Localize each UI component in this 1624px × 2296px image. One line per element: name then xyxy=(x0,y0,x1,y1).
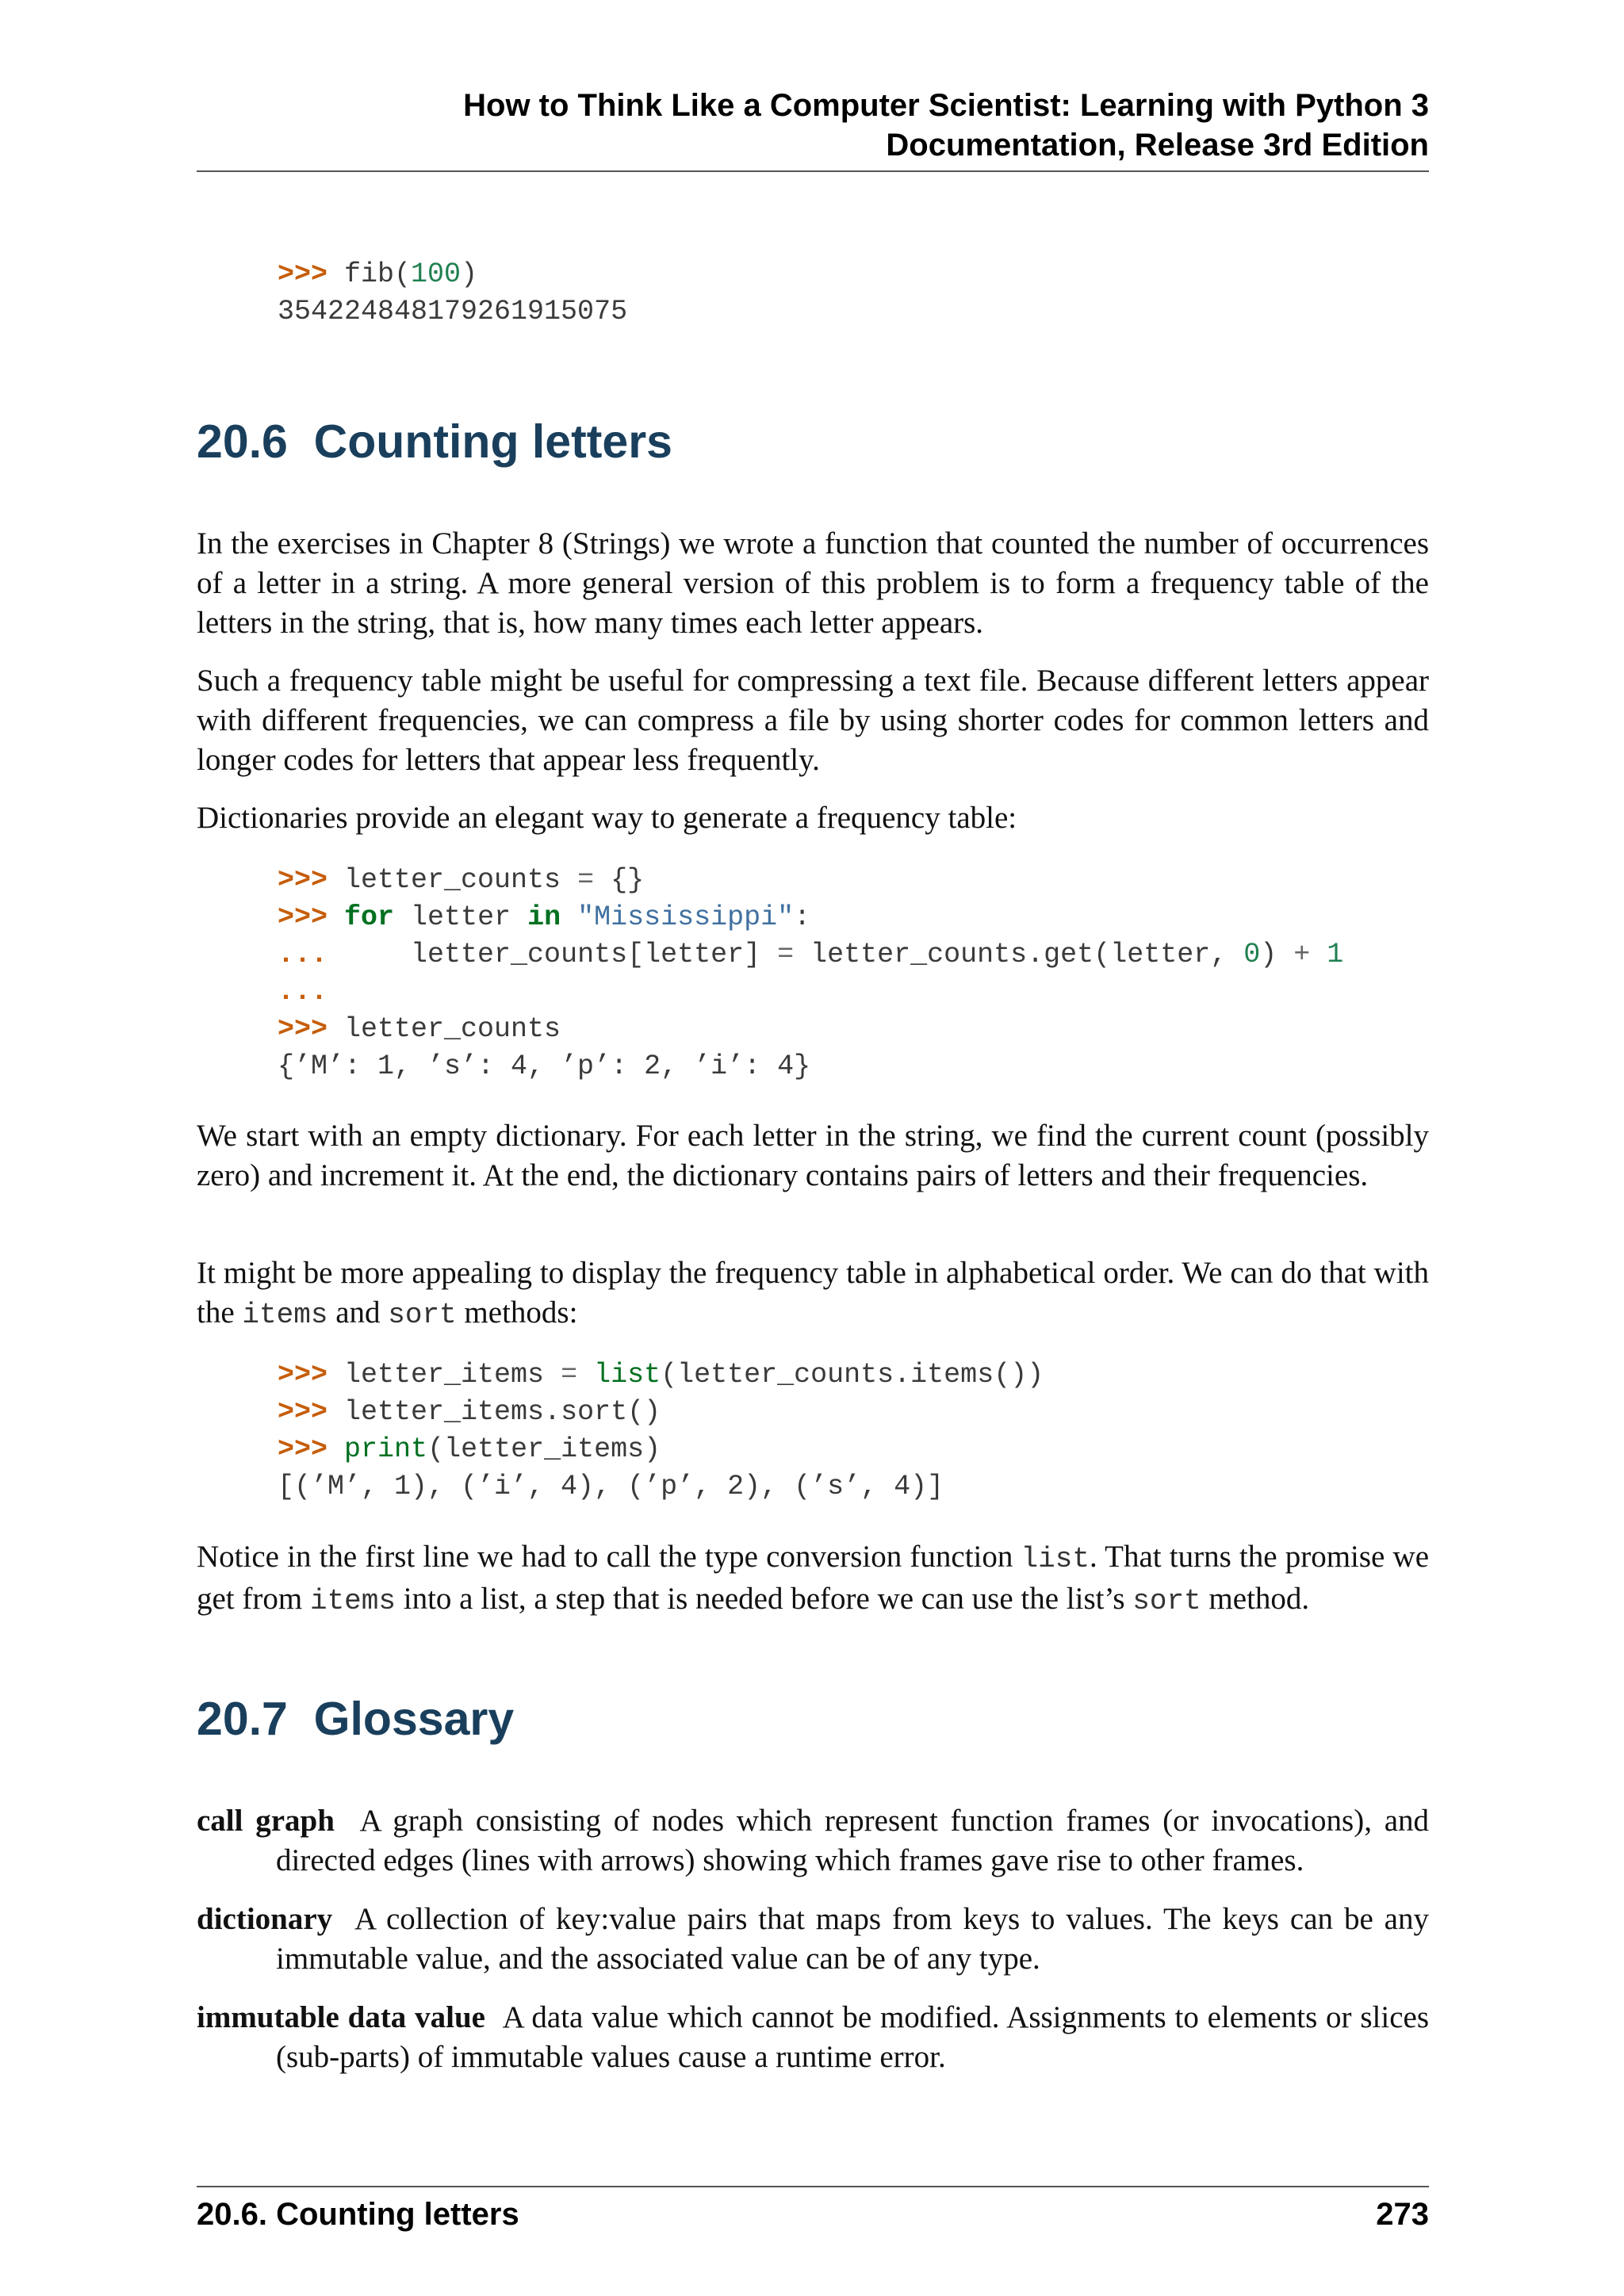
code-text: (letter_items) xyxy=(427,1433,661,1465)
text-run: . That turns the promise we get from xyxy=(197,1540,1430,1616)
inline-code: sort xyxy=(1132,1585,1201,1617)
header-line-1: How to Think Like a Computer Scientist: Learning with Python 3 xyxy=(463,88,1429,123)
code-text: fib( xyxy=(327,258,412,290)
code-operator: = xyxy=(577,864,595,896)
code-text: letter_counts.get(letter, xyxy=(794,939,1244,970)
code-text: letter_counts xyxy=(327,1013,561,1045)
code-number: 100 xyxy=(411,258,462,290)
footer-rule xyxy=(197,2186,1429,2187)
text-run: and xyxy=(327,1295,389,1330)
paragraph-dictionaries: Dictionaries provide an elegant way to generate a frequency table: xyxy=(197,801,1017,835)
prompt: >>> xyxy=(278,1359,328,1391)
prompt: >>> xyxy=(278,864,328,896)
code-line xyxy=(278,862,1343,899)
paragraph-empty-dictionary: We start with an empty dictionary. For each letter in the string, we find the current count (possibly zero) and increment it. At the end, the dictionary contains pairs of letters and their frequencies. xyxy=(197,1119,1429,1192)
code-text: letter xyxy=(394,901,528,933)
glossary-definition: A data value which cannot be modified. Assignments to elements or slices (sub-parts) of immutable values cause a runtime error. xyxy=(276,2000,1430,2074)
code-output: {’M’: 1, ’s’: 4, ’p’: 2, ’i’: 4} xyxy=(278,1050,811,1082)
glossary-entry-dictionary xyxy=(197,1900,1429,1979)
code-text: (letter_counts.items()) xyxy=(661,1359,1044,1391)
inline-code: list xyxy=(1021,1543,1090,1575)
text-run: Notice in the first line we had to call the type conversion function xyxy=(197,1540,1021,1574)
prompt: >>> xyxy=(278,901,328,933)
text-run: into a list, a step that is needed before we can use the list’s xyxy=(396,1582,1133,1616)
paragraph-type-conversion xyxy=(197,1537,1429,1621)
prompt: ... xyxy=(278,976,328,1008)
glossary-term: call graph xyxy=(197,1804,335,1838)
glossary-term: dictionary xyxy=(197,1902,333,1936)
code-keyword: in xyxy=(527,901,561,933)
code-line xyxy=(278,1357,1044,1394)
header-rule xyxy=(197,170,1429,172)
section-heading-glossary xyxy=(197,1691,514,1747)
code-block-letter-items xyxy=(278,1357,1044,1506)
text-run: It might be more appealing to display the frequency table in alphabetical order. We can do that with the xyxy=(197,1256,1429,1330)
glossary-term: immutable data value xyxy=(197,2000,485,2034)
code-block-letter-counts xyxy=(278,862,1343,1085)
paragraph-intro: In the exercises in Chapter 8 (Strings) we wrote a function that counted the number of occurrences of a letter in a string. A more general version of this problem is to form a frequency table of the letters in the string, that is, how many times each letter appears. xyxy=(197,526,1429,640)
glossary-definition: A graph consisting of nodes which represent function frames (or invocations), and directed edges (lines with arrows) showing which frames gave rise to other frames. xyxy=(276,1804,1430,1877)
code-text: ) xyxy=(461,258,478,290)
glossary-entry-call-graph xyxy=(197,1801,1429,1881)
prompt: >>> xyxy=(278,258,328,290)
code-line xyxy=(278,936,1343,974)
code-line xyxy=(278,256,627,293)
code-number: 0 xyxy=(1243,939,1261,970)
prompt: ... xyxy=(278,939,328,970)
code-line xyxy=(278,1394,1044,1431)
glossary-definition: A collection of key:value pairs that maps from keys to values. The keys can be any immutable value, and the associated value can be of any type. xyxy=(276,1902,1429,1976)
code-text: letter_counts[letter] xyxy=(327,939,778,970)
section-heading-counting-letters xyxy=(197,414,672,469)
code-string: "Mississippi" xyxy=(577,901,795,933)
prompt: >>> xyxy=(278,1013,328,1045)
code-line xyxy=(278,899,1343,936)
prompt: >>> xyxy=(278,1396,328,1428)
running-header xyxy=(197,86,1429,165)
inline-code: items xyxy=(309,1585,396,1617)
code-text: letter_counts xyxy=(327,864,578,896)
code-operator: = xyxy=(777,939,795,970)
code-line xyxy=(278,974,1343,1011)
text-run: method. xyxy=(1201,1582,1310,1616)
code-text: ) xyxy=(1260,939,1294,970)
paragraph-alphabetical xyxy=(197,1253,1429,1335)
code-text: : xyxy=(794,901,811,933)
section-number: 20.6 xyxy=(197,415,288,468)
code-output: [(’M’, 1), (’i’, 4), (’p’, 2), (’s’, 4)] xyxy=(278,1471,944,1502)
code-builtin: list xyxy=(594,1359,661,1391)
header-line-2: Documentation, Release 3rd Edition xyxy=(886,128,1429,163)
section-title: Glossary xyxy=(313,1693,515,1745)
code-line xyxy=(278,1011,1343,1048)
prompt: >>> xyxy=(278,1433,328,1465)
code-operator: + xyxy=(1293,939,1311,970)
code-text: letter_items xyxy=(327,1359,561,1391)
text-run: methods: xyxy=(456,1295,578,1330)
code-builtin: print xyxy=(344,1433,428,1465)
code-output: 354224848179261915075 xyxy=(278,296,628,327)
code-number: 1 xyxy=(1327,939,1344,970)
inline-code: sort xyxy=(388,1299,457,1331)
footer-section-title: 20.6. Counting letters xyxy=(197,2197,519,2232)
code-block-fib xyxy=(278,256,627,331)
code-keyword: for xyxy=(344,901,395,933)
code-text: {} xyxy=(594,864,645,896)
code-operator: = xyxy=(561,1359,578,1391)
paragraph-compression: Such a frequency table might be useful for compressing a text file. Because different letters appear with different frequencies, we can compress a file by using shorter codes for common letters and longer codes for letters that appear less frequently. xyxy=(197,664,1429,777)
section-title: Counting letters xyxy=(313,415,672,468)
code-line xyxy=(278,1431,1044,1468)
page-number: 273 xyxy=(1376,2197,1429,2232)
glossary-entry-immutable-data-value xyxy=(197,1998,1429,2077)
inline-code: items xyxy=(242,1299,328,1331)
section-number: 20.7 xyxy=(197,1693,288,1745)
code-text: letter_items.sort() xyxy=(327,1396,661,1428)
